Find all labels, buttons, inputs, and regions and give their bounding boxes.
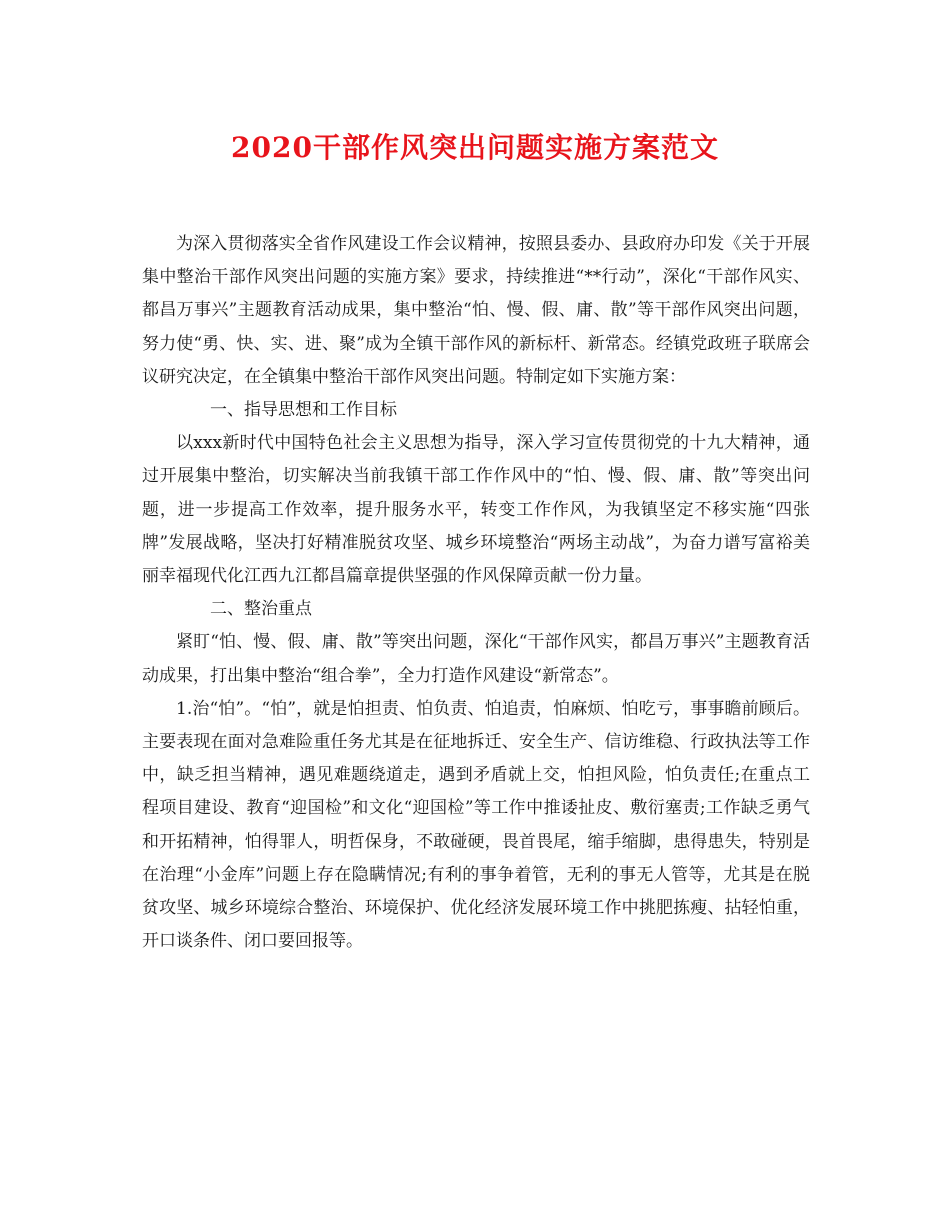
document-title: 2020干部作风突出问题实施方案范文	[231, 131, 719, 164]
section-heading-rectification-focus: 二、整治重点	[210, 599, 312, 620]
guiding-ideology-paragraph: 以xxx新时代中国特色社会主义思想为指导，深入学习宣传贯彻党的十九大精神，通过开展集中整治，切实解决当前我镇干部工作作风中的“怕、慢、假、庸、散”等突出问题，进一步提高工作效率，提升服务水平，转变工作作风，为我镇坚定不移实施“四张牌”发展战略，坚决打好精准脱贫攻坚、城乡环境整治“两场主动战”，为奋力谱写富裕美丽幸福现代化江西九江都昌篇章提供坚强的作风保障贡献一份力量。	[142, 433, 810, 587]
intro-paragraph: 为深入贯彻落实全省作风建设工作会议精神，按照县委办、县政府办印发《关于开展集中整治干部作风突出问题的实施方案》要求，持续推进“**行动”，深化“干部作风实、都昌万事兴”主题教育活动成果，集中整治“怕、慢、假、庸、散”等干部作风突出问题，努力使“勇、快、实、进、聚”成为全镇干部作风的新标杆、新常态。经镇党政班子联席会议研究决定，在全镇集中整治干部作风突出问题。特制定如下实施方案：	[142, 234, 810, 387]
document-body	[142, 228, 810, 958]
section-heading-guiding-ideology: 一、指导思想和工作目标	[210, 400, 397, 421]
item-1-paragraph: 1.治“怕”。“怕”，就是怕担责、怕负责、怕追责，怕麻烦、怕吃亏，事事瞻前顾后。主要表现在面对急难险重任务尤其是在征地拆迁、安全生产、信访维稳、行政执法等工作中，缺乏担当精神，遇见难题绕道走，遇到矛盾就上交，怕担风险，怕负责任;在重点工程项目建设、教育“迎国检”和文化“迎国检”等工作中推诿扯皮、敷衍塞责;工作缺乏勇气和开拓精神，怕得罪人，明哲保身，不敢碰硬，畏首畏尾，缩手缩脚，患得患失，特别是在治理“小金库”问题上存在隐瞒情况;有利的事争着管，无利的事无人管等，尤其是在脱贫攻坚、城乡环境综合整治、环境保护、优化经济发展环境工作中挑肥拣瘦、拈轻怕重，开口谈条件、闭口要回报等。	[142, 698, 810, 952]
rectification-focus-paragraph: 紧盯“怕、慢、假、庸、散”等突出问题，深化“干部作风实，都昌万事兴”主题教育活动成果，打出集中整治“组合拳”，全力打造作风建设“新常态”。	[142, 632, 810, 686]
